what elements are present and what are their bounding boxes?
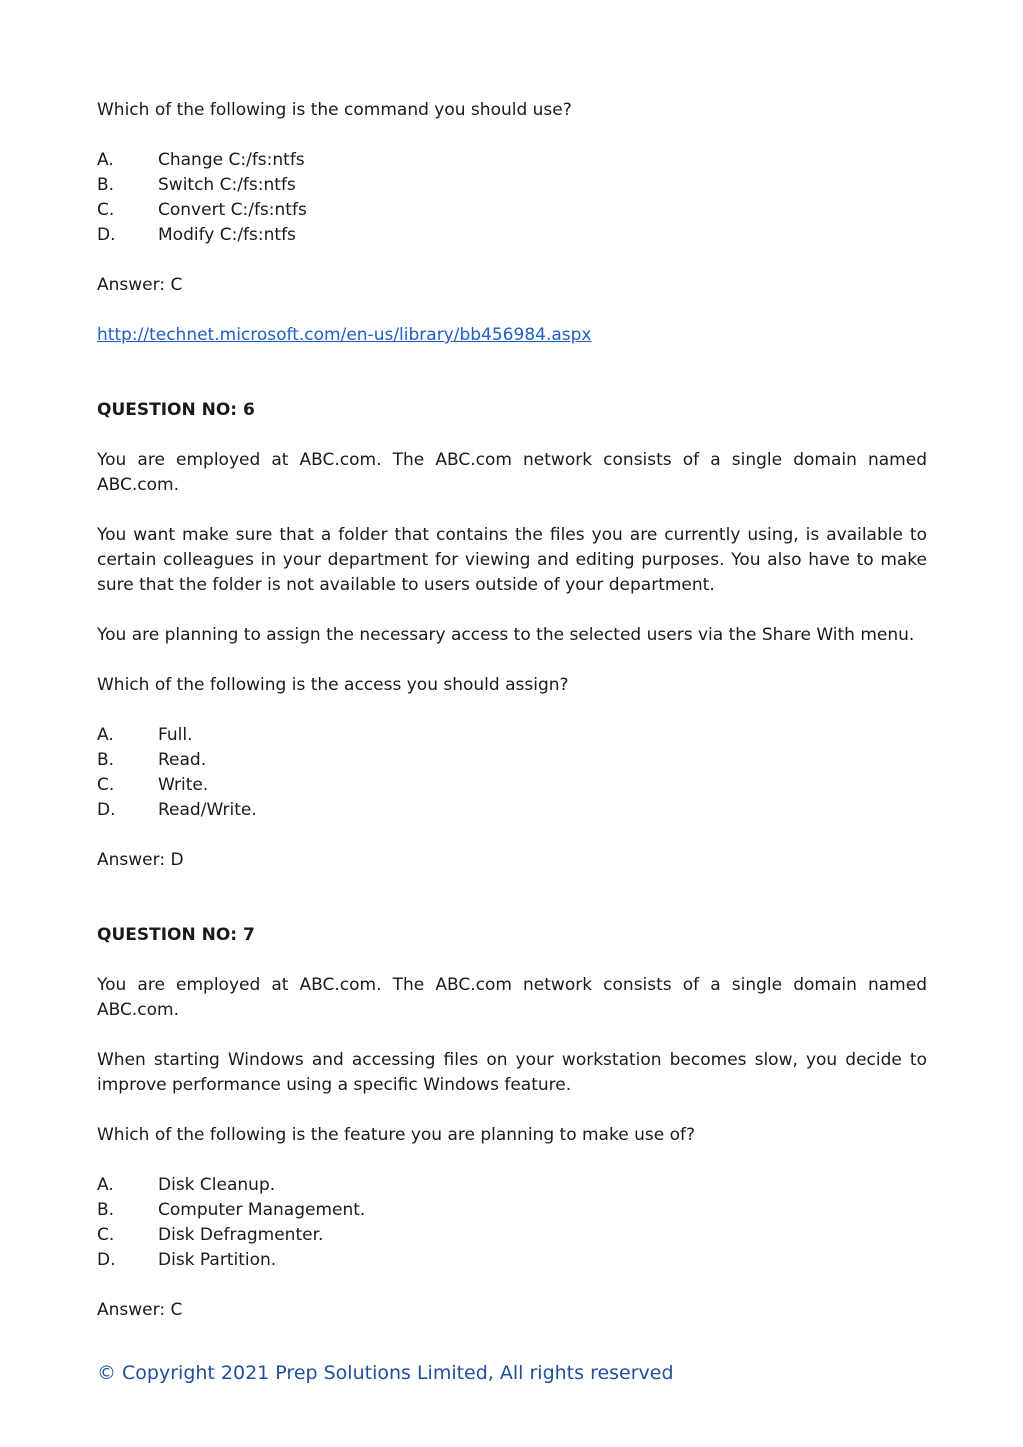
option-text: Computer Management. bbox=[158, 1200, 366, 1220]
option-text: Full. bbox=[158, 725, 193, 745]
q7-question-text: Which of the following is the feature you are planning to make use of? bbox=[97, 1125, 695, 1145]
q6-option-d bbox=[97, 798, 927, 823]
q5-question-text: Which of the following is the command you should use? bbox=[97, 100, 572, 120]
q7-option-c bbox=[97, 1223, 927, 1248]
option-letter: D. bbox=[97, 225, 116, 245]
q6-heading: QUESTION NO: 6 bbox=[97, 400, 255, 420]
document-page bbox=[97, 98, 927, 1348]
q5-option-c bbox=[97, 198, 927, 223]
q7-option-d bbox=[97, 1248, 927, 1273]
option-letter: A. bbox=[97, 150, 114, 170]
option-text: Disk Partition. bbox=[158, 1250, 277, 1270]
q6-options-list bbox=[97, 723, 927, 823]
option-letter: A. bbox=[97, 1175, 114, 1195]
q7-option-b bbox=[97, 1198, 927, 1223]
q6-option-a bbox=[97, 723, 927, 748]
q7-options-list bbox=[97, 1173, 927, 1273]
q6-paragraph-2: You want make sure that a folder that contains the files you are currently using, is available to certain colleagues in your department for viewing and editing purposes. You also have to make sure that the folder is not available to users outside of your department. bbox=[97, 525, 927, 595]
option-text: Disk Cleanup. bbox=[158, 1175, 276, 1195]
q7-paragraph-1: You are employed at ABC.com. The ABC.com network consists of a single domain named ABC.com. bbox=[97, 975, 927, 1020]
q5-option-d bbox=[97, 223, 927, 248]
q5-answer: Answer: C bbox=[97, 275, 183, 295]
q6-paragraph-3: You are planning to assign the necessary access to the selected users via the Share With menu. bbox=[97, 625, 915, 645]
option-letter: D. bbox=[97, 800, 116, 820]
option-text: Disk Defragmenter. bbox=[158, 1225, 324, 1245]
option-text: Modify C:/fs:ntfs bbox=[158, 225, 296, 245]
spacer bbox=[97, 898, 927, 923]
option-letter: A. bbox=[97, 725, 114, 745]
q7-option-a bbox=[97, 1173, 927, 1198]
option-text: Read. bbox=[158, 750, 207, 770]
option-letter: B. bbox=[97, 750, 115, 770]
q5-options-list bbox=[97, 148, 927, 248]
option-letter: C. bbox=[97, 200, 115, 220]
option-letter: D. bbox=[97, 1250, 116, 1270]
option-letter: C. bbox=[97, 1225, 115, 1245]
option-text: Change C:/fs:ntfs bbox=[158, 150, 305, 170]
option-letter: B. bbox=[97, 175, 115, 195]
copyright-footer: © Copyright 2021 Prep Solutions Limited, All rights reserved bbox=[97, 1362, 674, 1384]
q7-answer: Answer: C bbox=[97, 1300, 183, 1320]
q5-option-a bbox=[97, 148, 927, 173]
q6-answer: Answer: D bbox=[97, 850, 184, 870]
option-text: Read/Write. bbox=[158, 800, 257, 820]
option-text: Write. bbox=[158, 775, 209, 795]
option-text: Switch C:/fs:ntfs bbox=[158, 175, 296, 195]
spacer bbox=[97, 348, 927, 398]
q7-heading: QUESTION NO: 7 bbox=[97, 925, 255, 945]
q6-option-c bbox=[97, 773, 927, 798]
option-letter: B. bbox=[97, 1200, 115, 1220]
q6-question-text: Which of the following is the access you should assign? bbox=[97, 675, 569, 695]
q6-option-b bbox=[97, 748, 927, 773]
q6-paragraph-1: You are employed at ABC.com. The ABC.com network consists of a single domain named ABC.com. bbox=[97, 450, 927, 495]
q5-reference-link[interactable]: http://technet.microsoft.com/en-us/library/bb456984.aspx bbox=[97, 325, 592, 345]
option-letter: C. bbox=[97, 775, 115, 795]
option-text: Convert C:/fs:ntfs bbox=[158, 200, 307, 220]
q5-option-b bbox=[97, 173, 927, 198]
q7-paragraph-2: When starting Windows and accessing files on your workstation becomes slow, you decide to improve performance using a specific Windows feature. bbox=[97, 1050, 927, 1095]
